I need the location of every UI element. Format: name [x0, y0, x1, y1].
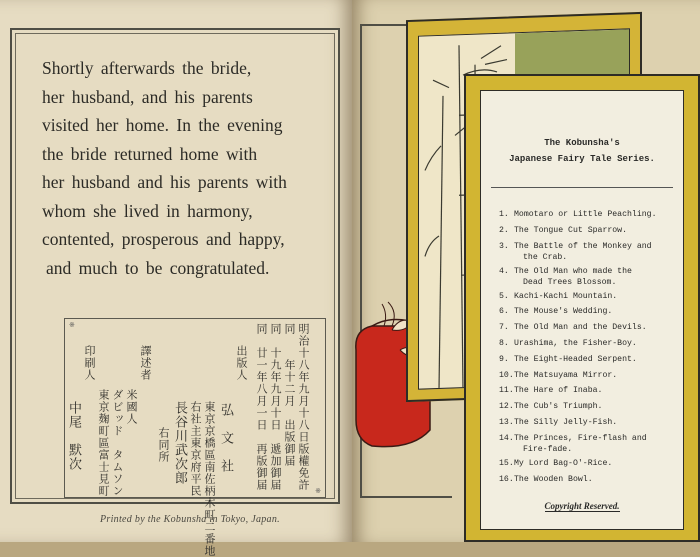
tale-title: The Eight-Headed Serpent. — [514, 355, 637, 364]
list-item — [499, 338, 679, 349]
tale-number: 15. — [499, 458, 514, 469]
tale-number: 14. — [499, 433, 514, 444]
list-item — [499, 266, 679, 288]
colophon-line: 長谷川武次郎 — [173, 401, 185, 485]
colophon-line: 中尾 默次 — [67, 401, 79, 471]
story-line: Shortly afterwards the bride, — [42, 54, 324, 83]
corner-mark: ※ — [315, 487, 321, 495]
colophon-line: 同 十九年九月十日 遞加御届 — [269, 323, 281, 491]
tale-title: The Mouse's Wedding. — [514, 307, 612, 316]
colophon-box — [64, 318, 326, 498]
tale-number: 9. — [499, 354, 509, 365]
tale-number: 8. — [499, 338, 509, 349]
tale-number: 3. — [499, 241, 509, 252]
tale-number: 2. — [499, 225, 509, 236]
tale-title: Kachi-Kachi Mountain. — [514, 292, 617, 301]
tale-number: 6. — [499, 306, 509, 317]
tale-title-cont: the Crab. — [514, 252, 679, 263]
tale-title-cont: Fire-fade. — [514, 444, 679, 455]
tale-title: My Lord Bag-O'-Rice. — [514, 459, 612, 468]
colophon-line: 同 廿一年八月一日 再版御届 — [255, 323, 267, 491]
story-text — [42, 54, 324, 282]
story-line: contented, prosperous and happy, — [42, 225, 324, 254]
copyright-text: Copyright Reserved. — [545, 501, 620, 512]
list-item — [499, 291, 679, 302]
colophon-line: 譯述者 — [139, 345, 151, 381]
list-item — [499, 385, 679, 396]
tale-number: 10. — [499, 370, 514, 381]
story-line: whom she lived in harmony, — [42, 197, 324, 226]
copyright-notice — [481, 501, 683, 511]
tale-title: The Cub's Triumph. — [514, 402, 602, 411]
colophon-line: 東京麹町區富士見町 — [97, 389, 109, 497]
story-line: visited her home. In the evening — [42, 111, 324, 140]
left-page — [0, 0, 352, 542]
list-item — [499, 354, 679, 365]
colophon-line: 出版人 — [235, 345, 247, 381]
colophon-line: 同 年十二月 出版御届 — [283, 323, 295, 467]
list-item — [499, 401, 679, 412]
colophon-line: 弘 文 社 — [219, 403, 231, 473]
colophon-line: 右社主東京府平民 — [189, 401, 201, 497]
list-item — [499, 322, 679, 333]
tale-title: Momotaro or Little Peachling. — [514, 210, 657, 219]
tale-number: 4. — [499, 266, 509, 277]
tale-number: 7. — [499, 322, 509, 333]
series-list-panel — [480, 90, 684, 530]
story-line: her husband and his parents with — [42, 168, 324, 197]
colophon-line: 明治十八年九月十八日版權免許 — [297, 323, 309, 491]
list-item — [499, 209, 679, 220]
tale-title: The Old Man and the Devils. — [514, 323, 647, 332]
divider — [491, 187, 673, 188]
tale-number: 13. — [499, 417, 514, 428]
story-line: and much to be congratulated. — [42, 254, 324, 283]
list-item — [499, 458, 679, 469]
tale-number: 1. — [499, 209, 509, 220]
story-line: the bride returned home with — [42, 140, 324, 169]
tale-list — [499, 209, 679, 489]
series-title-line: The Kobunsha's — [481, 135, 683, 151]
tale-title: The Old Man who made the — [514, 267, 632, 276]
tale-title: The Wooden Bowl. — [514, 475, 593, 484]
list-item — [499, 433, 679, 455]
colophon-line: 右同所 — [157, 427, 169, 463]
list-item — [499, 370, 679, 381]
list-item — [499, 225, 679, 236]
fold-panel-front — [464, 74, 700, 542]
tale-title: The Princes, Fire-flash and — [514, 434, 647, 443]
tale-title: Urashima, the Fisher-Boy. — [514, 339, 637, 348]
series-title — [481, 135, 683, 167]
tale-title: The Battle of the Monkey and — [514, 242, 652, 251]
tale-number: 16. — [499, 474, 514, 485]
tale-title: The Matsuyama Mirror. — [514, 371, 617, 380]
colophon-line: 印刷人 — [83, 345, 95, 381]
list-item — [499, 241, 679, 263]
story-line: her husband, and his parents — [42, 83, 324, 112]
tale-number: 12. — [499, 401, 514, 412]
tale-number: 5. — [499, 291, 509, 302]
colophon-line: 米國人 — [125, 389, 137, 425]
printer-imprint: Printed by the Kobunsha in Tokyo, Japan. — [100, 514, 280, 525]
tale-number: 11. — [499, 385, 514, 396]
series-title-line: Japanese Fairy Tale Series. — [481, 151, 683, 167]
colophon-line: ダビッド タムソン — [111, 389, 123, 497]
colophon-line: 東京京橋區南佐柄木町二番地 — [203, 401, 215, 557]
tale-title: The Silly Jelly-Fish. — [514, 418, 617, 427]
list-item — [499, 474, 679, 485]
corner-mark: ※ — [69, 321, 75, 329]
list-item — [499, 417, 679, 428]
tale-title: The Tongue Cut Sparrow. — [514, 226, 627, 235]
right-page — [352, 0, 700, 542]
tale-title-cont: Dead Trees Blossom. — [514, 277, 679, 288]
tale-title: The Hare of Inaba. — [514, 386, 602, 395]
list-item — [499, 306, 679, 317]
